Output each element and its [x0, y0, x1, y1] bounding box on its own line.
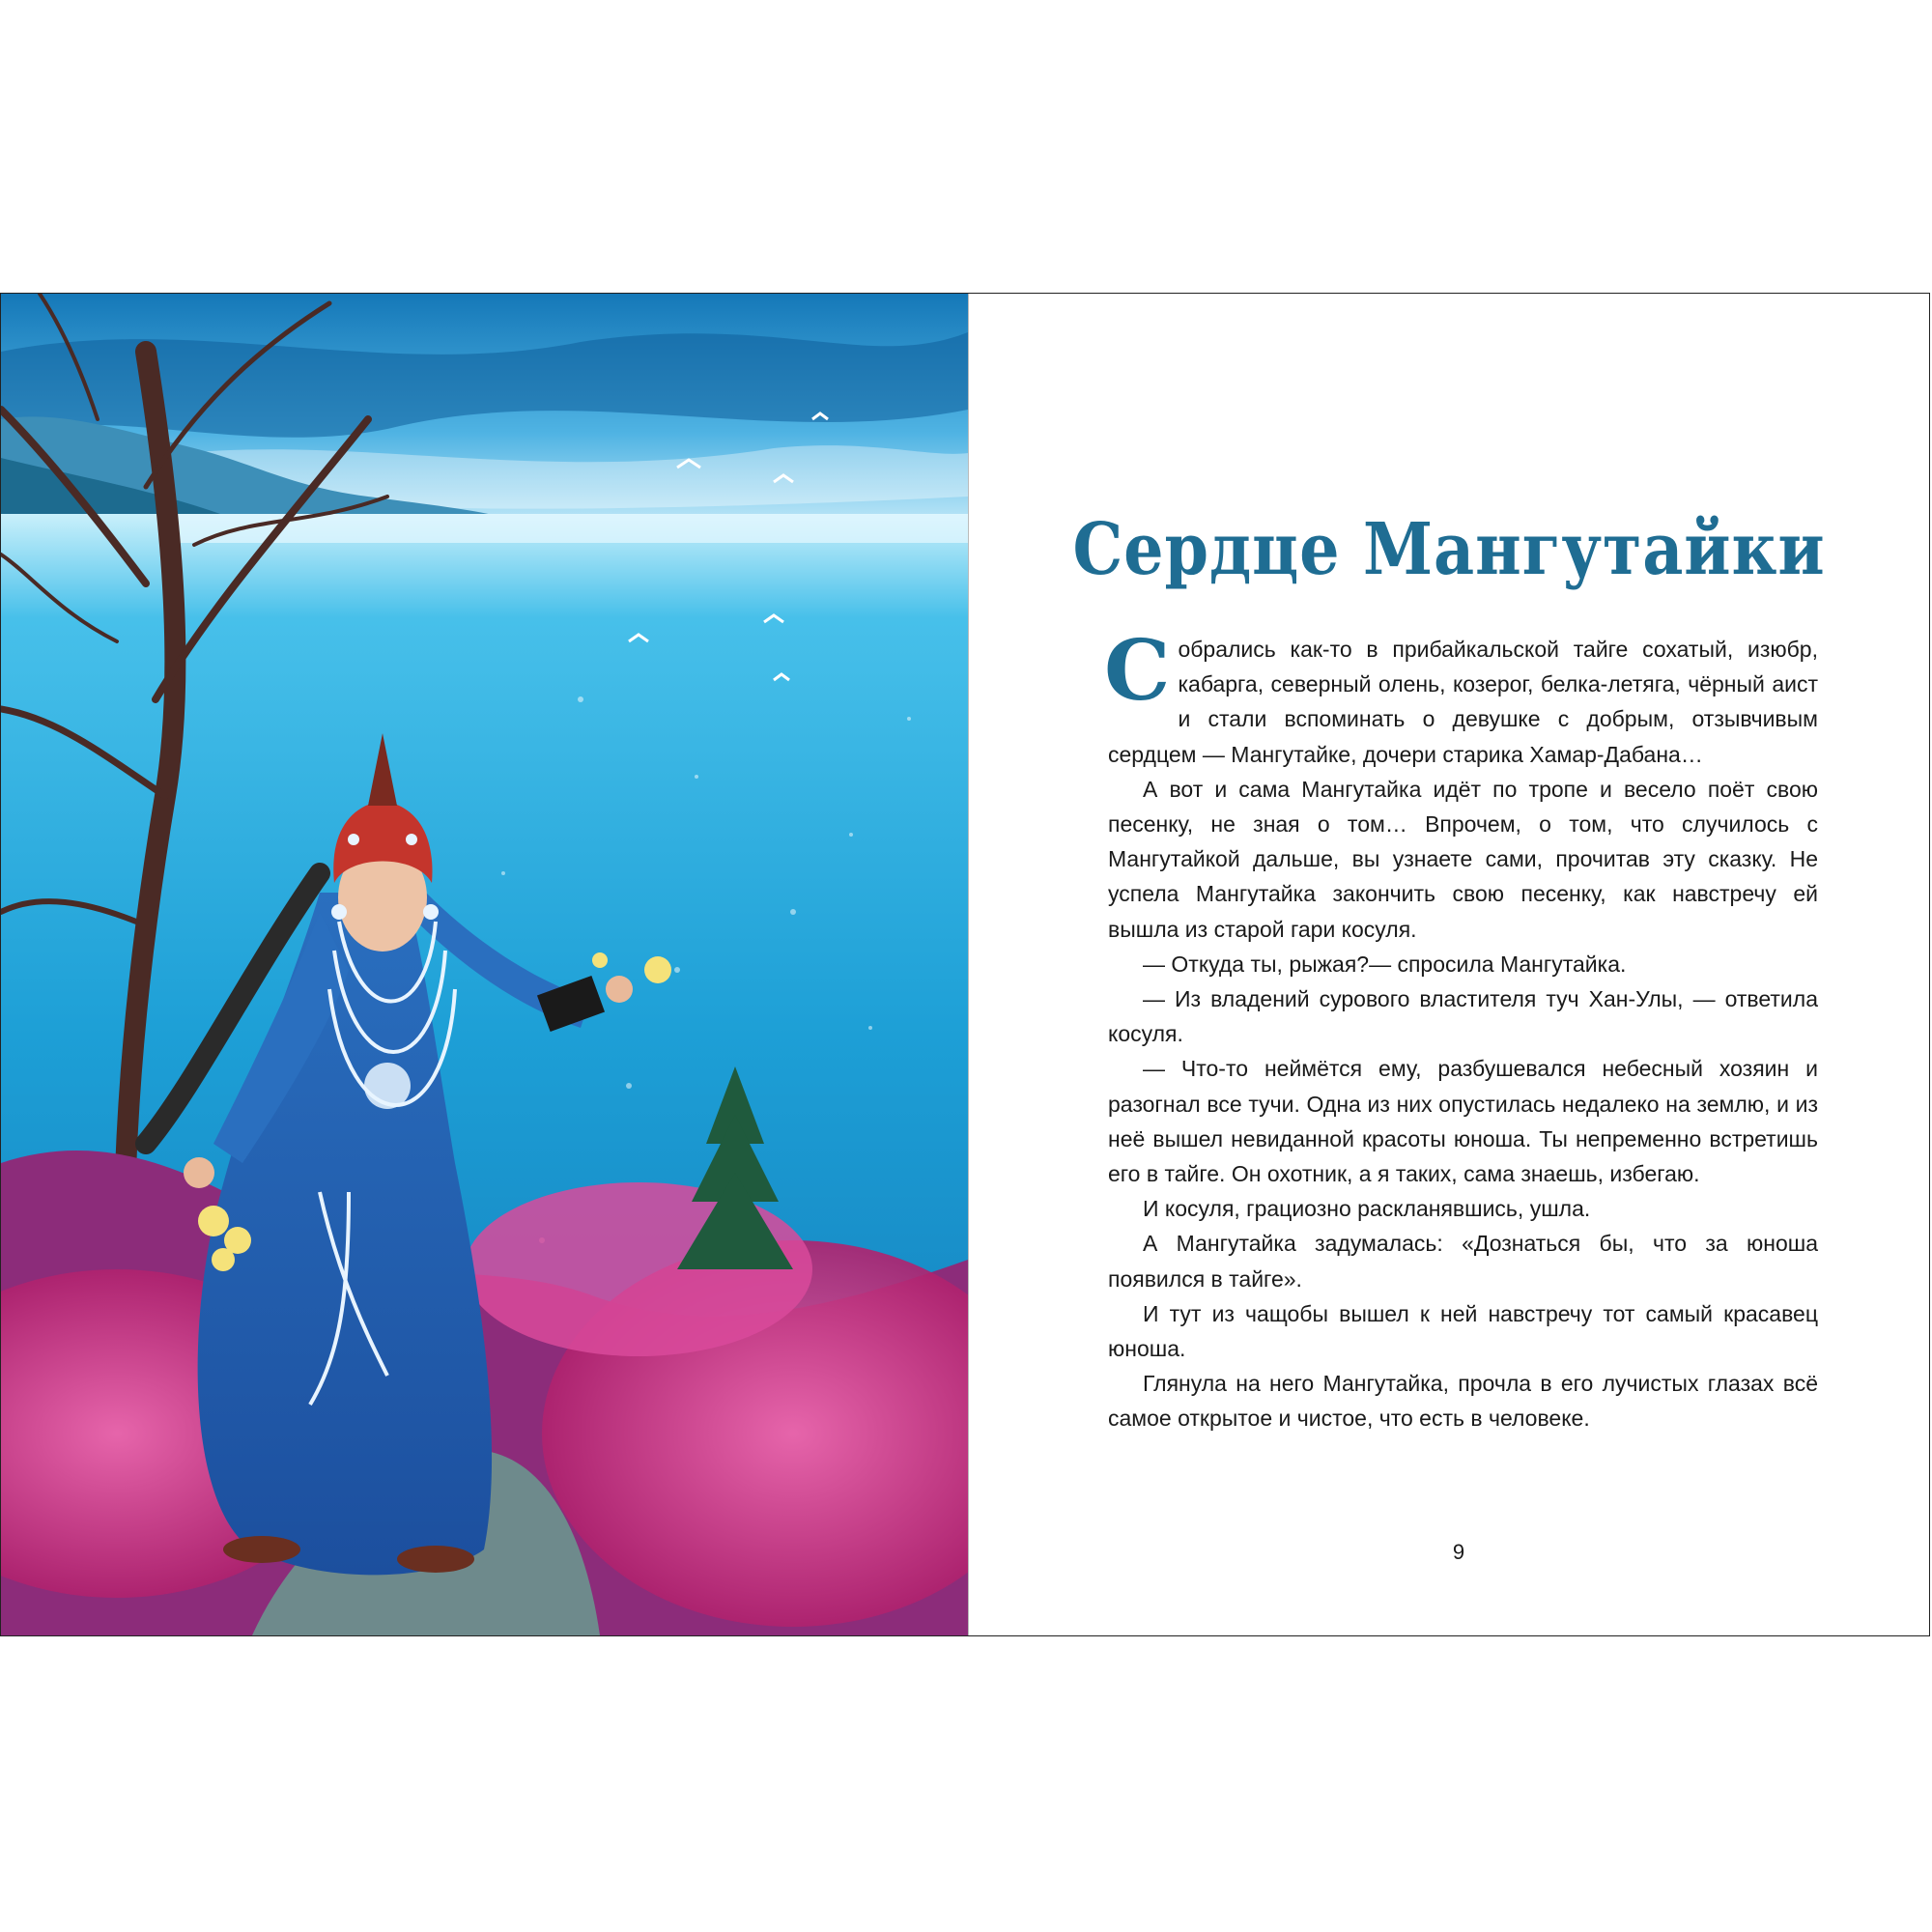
paragraph-4: — Из владений сурового властителя туч Хан-Улы, — ответила косуля.: [1108, 986, 1818, 1047]
story-title: Сердце Мангутайки: [1072, 508, 1826, 591]
drop-cap: С: [1104, 622, 1171, 720]
illustration-page: [1, 294, 969, 1635]
paragraph-3: — Откуда ты, рыжая?— спросила Мангутайка.: [1143, 951, 1627, 977]
paragraph-6: И косуля, грациозно раскланявшись, ушла.: [1143, 1196, 1591, 1222]
paragraph-2: А вот и сама Мангутайка идёт по тропе и весело поёт свою песенку, не зная о том… Впрочем, о том, что случилось с Мангутайкой дальше, вы узнаете сами, прочитав эту сказку. Не успела Мангутайка закончить свою песенку, как навстречу ей вышла из старой гари косуля.: [1108, 776, 1818, 942]
paragraph-5: — Что-то неймётся ему, разбушевался небесный хозяин и разогнал все тучи. Одна из них опустилась недалеко на землю, и из неё вышел невиданной красоты юноша. Ты непременно встретишь его в тайге. Он охотник, а я таких, сама знаешь, избегаю.: [1108, 1056, 1818, 1187]
story-body: [1104, 622, 1818, 1436]
paragraph-1: Собрались как-то в прибайкальской тайге сохатый, изюбр, кабарга, северный олень, козерог, белка-летяга, чёрный аист и стали вспоминать о девушке с добрым, отзывчивым сердцем — Мангутайке, дочери старика Хамар-Дабана…: [1104, 622, 1818, 767]
paragraph-9: Глянула на него Мангутайка, прочла в его лучистых глазах всё самое открытое и чистое, что есть в человеке.: [1108, 1371, 1818, 1432]
page-number: 9: [1452, 1540, 1465, 1564]
illustration-woman-by-lake: [1, 294, 968, 1635]
paragraph-8: И тут из чащобы вышел к ней навстречу тот самый красавец юноша.: [1108, 1300, 1818, 1362]
paragraph-7: А Мангутайка задумалась: «Дознаться бы, что за юноша появился в тайге».: [1108, 1231, 1818, 1292]
book-spread: [0, 293, 1930, 1636]
text-page: [969, 294, 1929, 1635]
